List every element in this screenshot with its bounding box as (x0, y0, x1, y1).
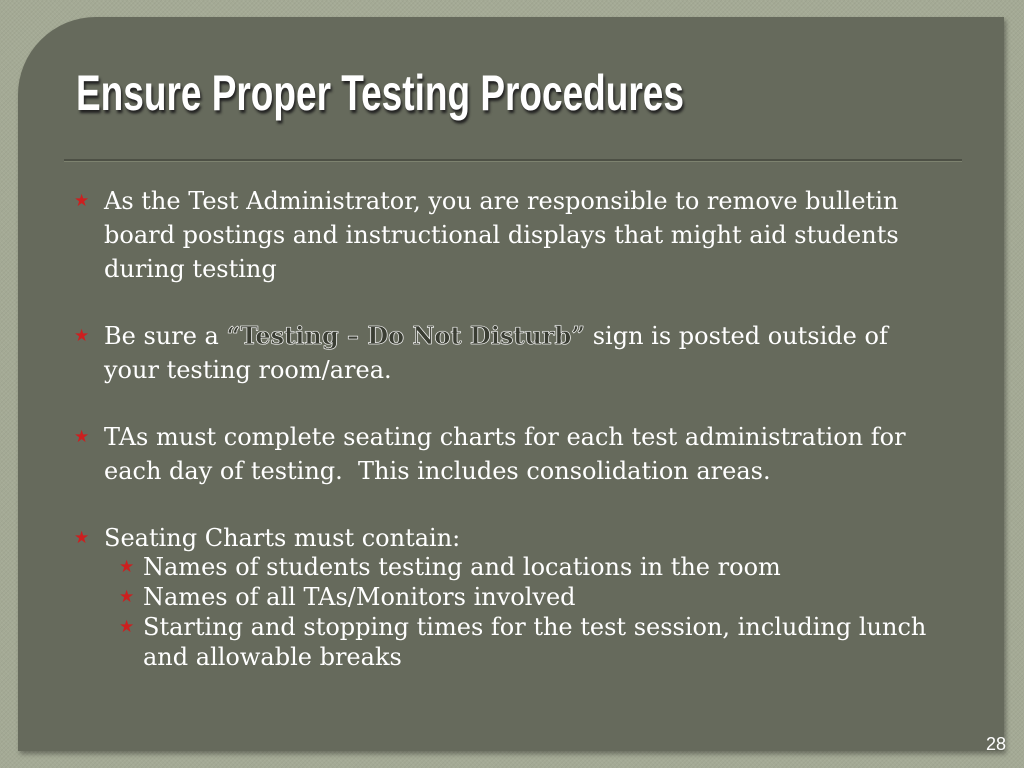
star-icon: ★ (74, 191, 90, 211)
title-divider (64, 159, 962, 162)
slide-title: Ensure Proper Testing Procedures (76, 65, 684, 121)
sub-item-text: Names of all TAs/Monitors involved (143, 583, 576, 611)
sign-name-emphasis: “Testing – Do Not Disturb” (226, 321, 586, 350)
sub-list-item (119, 552, 934, 582)
sub-item-text: Names of students testing and locations in the room (143, 553, 781, 581)
star-icon: ★ (119, 557, 135, 577)
bullet-text-lead: Be sure a (104, 322, 227, 350)
bullet-item (74, 319, 934, 387)
star-icon: ★ (74, 427, 90, 447)
bullet-text: Seating Charts must contain: (104, 524, 461, 552)
bullet-item (74, 420, 934, 488)
bullet-item (74, 184, 934, 286)
sub-list (119, 552, 934, 672)
page-number: 28 (985, 734, 1006, 754)
sub-list-item (119, 612, 934, 672)
bullet-text: As the Test Administrator, you are responsible to remove bulletin board postings and instructional displays that might aid students during testing (104, 187, 899, 283)
sub-item-text: Starting and stopping times for the test session, including lunch and allowable breaks (143, 613, 927, 671)
bullet-item (74, 521, 934, 555)
star-icon: ★ (74, 326, 90, 346)
star-icon: ★ (119, 587, 135, 607)
bullet-text: TAs must complete seating charts for each test administration for each day of testing. This includes consolidation areas. (104, 423, 914, 485)
slide-body (74, 184, 934, 672)
star-icon: ★ (119, 617, 135, 637)
star-icon: ★ (74, 528, 90, 548)
sub-list-item (119, 582, 934, 612)
bullet-text-tail: sign is posted outside of your testing room/area. (104, 322, 888, 384)
